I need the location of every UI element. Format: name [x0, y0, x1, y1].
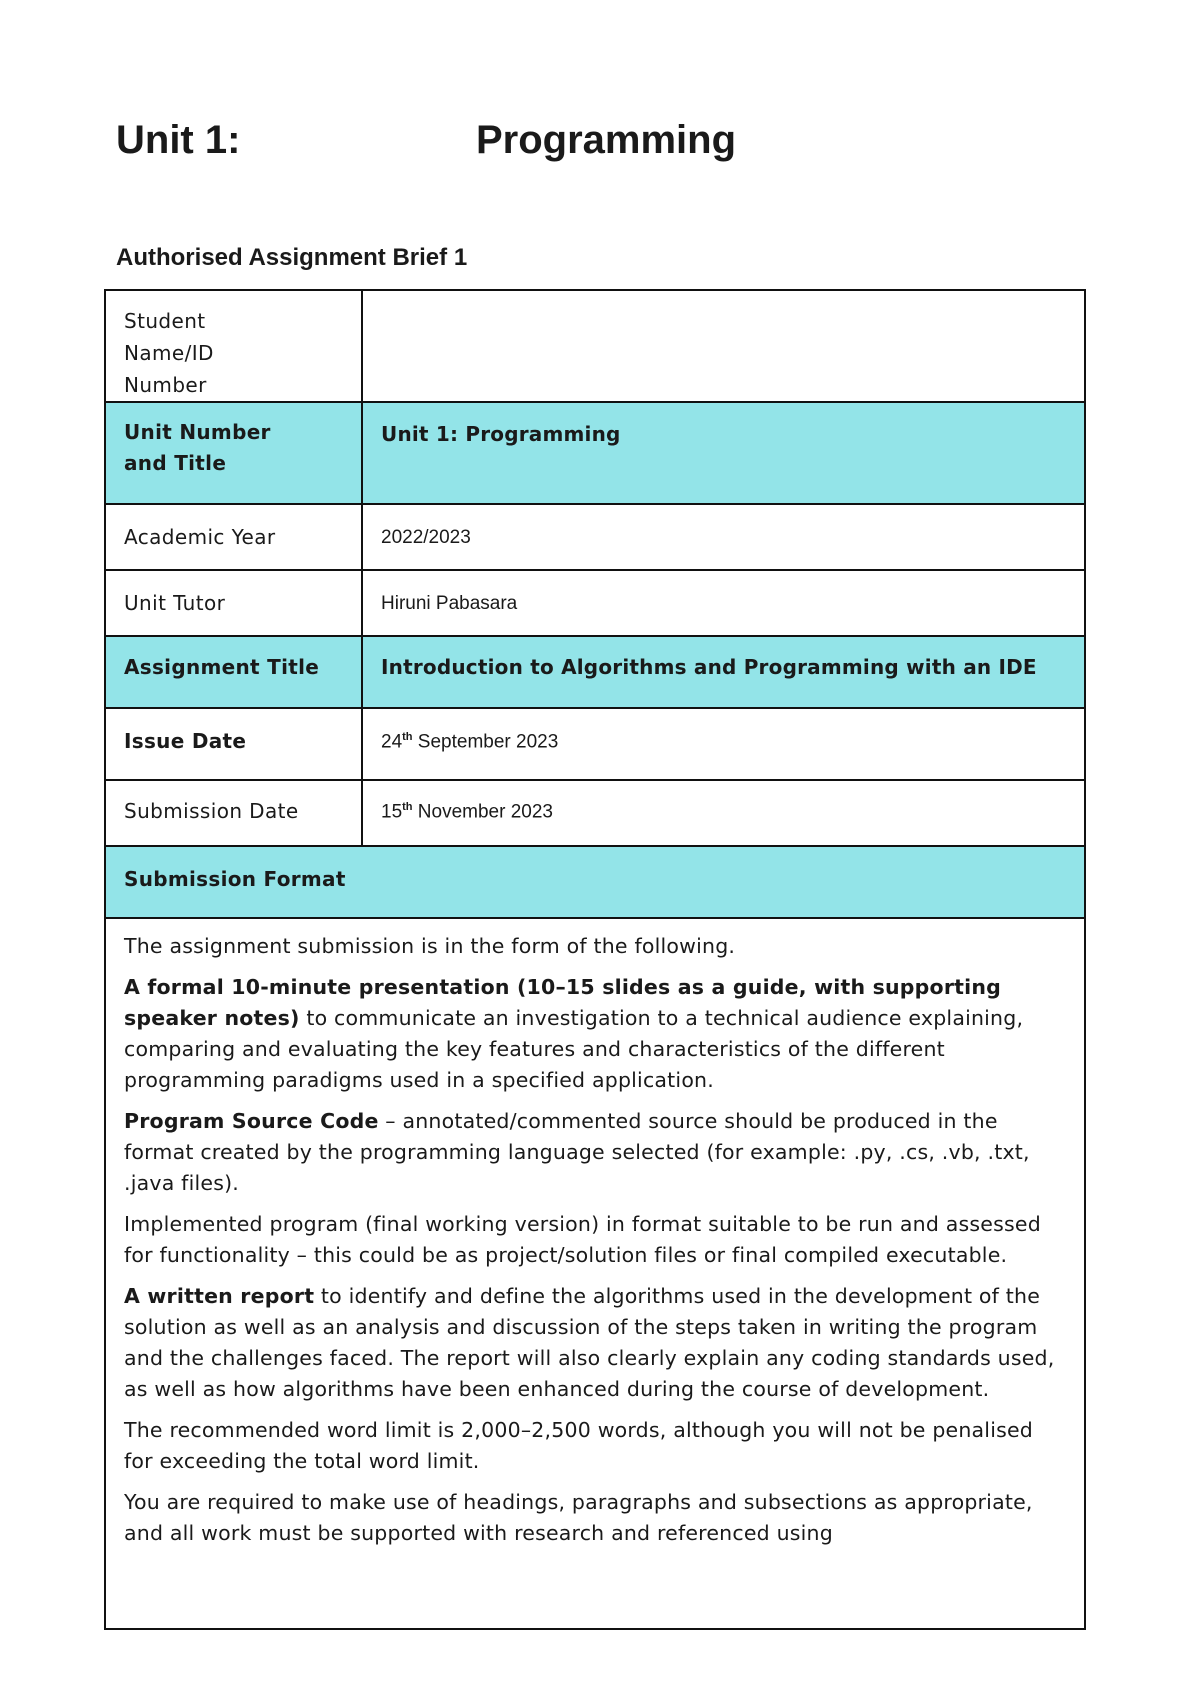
assignment-title-value-cell — [362, 636, 1085, 708]
unit-number: Unit 1: — [116, 118, 241, 162]
issue-date-row — [105, 708, 1085, 780]
unit-title-value: Unit 1: Programming — [381, 422, 621, 446]
issue-date-suffix: th — [402, 731, 413, 743]
source-code-paragraph — [124, 1106, 1066, 1199]
page-title — [116, 118, 736, 163]
unit-tutor-label: Unit Tutor — [124, 591, 226, 615]
presentation-text: to communicate an investigation to a technical audience explaining, comparing and evaluating the key features and characteristics of the different programming paradigms used in a specified application. — [124, 1006, 1024, 1092]
assignment-brief-table — [104, 289, 1086, 1630]
academic-year-label-cell — [105, 504, 362, 570]
assignment-title-value: Introduction to Algorithms and Programming with an IDE — [381, 655, 1037, 679]
issue-date-value-cell — [362, 708, 1085, 780]
issue-date-label: Issue Date — [124, 729, 247, 753]
academic-year-value: 2022/2023 — [381, 527, 471, 548]
academic-year-row — [105, 504, 1085, 570]
report-paragraph — [124, 1281, 1066, 1405]
submission-date-value-cell — [362, 780, 1085, 846]
source-code-text: – annotated/commented source should be produced in the format created by the programming language selected (for example: .py, .cs, .vb, .txt, .java files). — [124, 1109, 1030, 1195]
presentation-paragraph — [124, 972, 1066, 1096]
unit-title-label — [124, 417, 343, 479]
unit-tutor-label-cell — [105, 570, 362, 636]
issue-date-rest: September 2023 — [412, 731, 559, 753]
report-text: to identify and define the algorithms used in the development of the solution as well as an analysis and discussion of the steps taken in writing the program and the challenges faced. The report will also clearly explain any coding standards used, as well as how algorithms have been enhanced during the course of development. — [124, 1284, 1055, 1401]
assignment-title-label: Assignment Title — [124, 655, 320, 679]
student-label-line: Number — [124, 373, 207, 397]
issue-date-value — [381, 731, 1066, 753]
academic-year-value-cell — [362, 504, 1085, 570]
issue-date-label-cell — [105, 708, 362, 780]
academic-year-label: Academic Year — [124, 525, 276, 549]
student-label-line: Student — [124, 309, 206, 333]
unit-title-label-line: and Title — [124, 451, 227, 475]
intro-paragraph: The assignment submission is in the form of the following. — [124, 934, 736, 958]
submission-format-label-cell — [105, 846, 1085, 918]
unit-tutor-value-cell — [362, 570, 1085, 636]
word-limit-paragraph: The recommended word limit is 2,000–2,500 words, although you will not be penalised for exceeding the total word limit. — [124, 1418, 1034, 1473]
submission-format-body-row — [105, 918, 1085, 1629]
assignment-title-label-cell — [105, 636, 362, 708]
unit-tutor-row — [105, 570, 1085, 636]
implemented-paragraph: Implemented program (final working version) in format suitable to be run and assessed for functionality – this could be as project/solution files or final compiled executable. — [124, 1212, 1041, 1267]
student-row — [105, 290, 1085, 402]
submission-date-row — [105, 780, 1085, 846]
unit-name: Programming — [476, 118, 737, 162]
submission-format-body-cell — [105, 918, 1085, 1629]
student-label-cell — [105, 290, 362, 402]
report-bold: A written report — [124, 1284, 315, 1308]
assignment-title-row — [105, 636, 1085, 708]
submission-format-row — [105, 846, 1085, 918]
submission-format-body — [106, 919, 1084, 1628]
submission-format-label: Submission Format — [124, 867, 346, 891]
student-label — [124, 305, 343, 401]
unit-title-label-cell — [105, 402, 362, 504]
unit-title-label-line: Unit Number — [124, 420, 271, 444]
unit-title-value-cell — [362, 402, 1085, 504]
submission-date-value — [381, 801, 1066, 823]
submission-date-label-cell — [105, 780, 362, 846]
issue-date-day: 24 — [381, 731, 403, 753]
submission-date-label: Submission Date — [124, 799, 299, 823]
unit-title-row — [105, 402, 1085, 504]
brief-heading: Authorised Assignment Brief 1 — [116, 244, 468, 271]
presentation-bold: A formal 10-minute presentation (10–15 slides as a guide, with supporting speaker notes) — [124, 975, 1002, 1030]
unit-tutor-value: Hiruni Pabasara — [381, 593, 518, 614]
student-label-line: Name/ID — [124, 341, 214, 365]
student-value-cell[interactable] — [362, 290, 1085, 402]
source-code-bold: Program Source Code — [124, 1109, 379, 1133]
submission-date-rest: November 2023 — [412, 801, 553, 823]
headings-paragraph: You are required to make use of headings, paragraphs and subsections as appropriate, and all work must be supported with research and referenced using — [124, 1490, 1033, 1545]
submission-date-day: 15 — [381, 801, 403, 823]
submission-date-suffix: th — [402, 801, 413, 813]
